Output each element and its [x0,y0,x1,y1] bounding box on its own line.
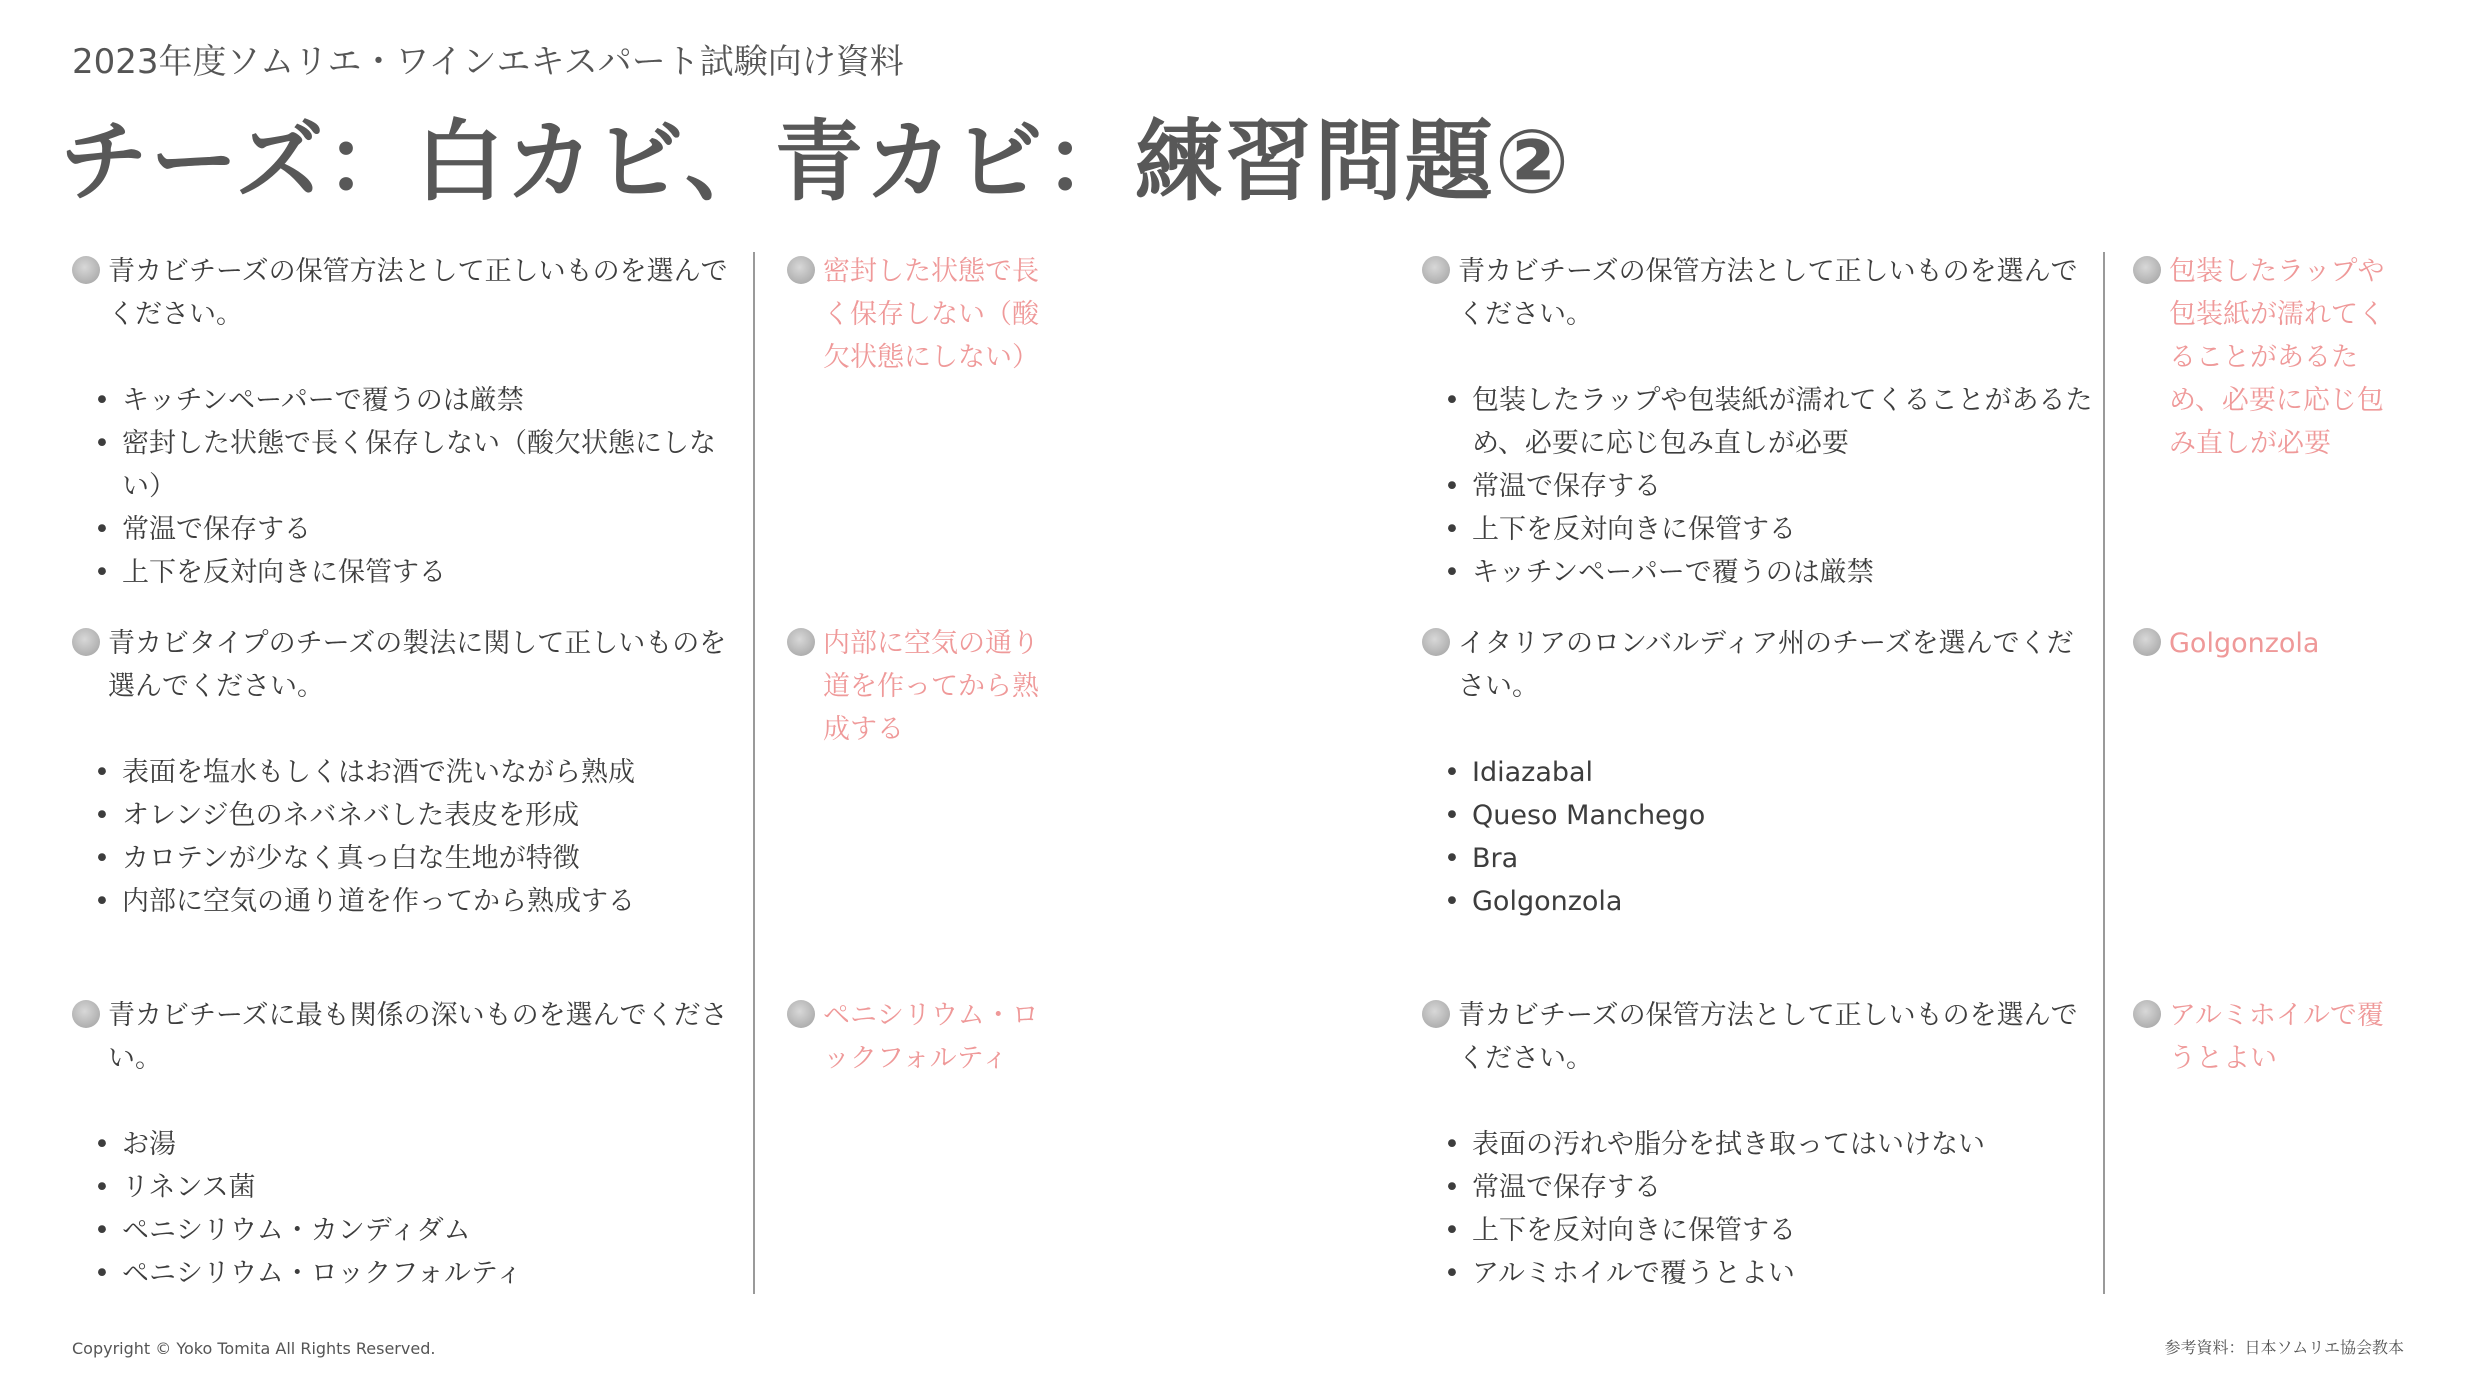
answer-block-2 [787,622,1049,751]
options-list [72,379,744,594]
option-item: • 常温で保存する [94,508,744,551]
bullet-circle-icon [72,628,100,656]
answer-heading [787,250,1049,379]
answer-text: 密封した状態で長く保存しない（酸欠状態にしない） [823,256,1039,373]
option-item: • カロテンが少なく真っ白な生地が特徴 [94,837,744,880]
option-item: • リネンス菌 [94,1166,744,1209]
question-text: 青カビチーズに最も関係の深いものを選んでください。 [108,1000,728,1074]
answer-text: 内部に空気の通り道を作ってから熟成する [823,628,1039,745]
bullet-circle-icon [1422,628,1450,656]
answer-heading [787,994,1049,1080]
question-heading [1422,622,2094,708]
option-item: • Bra [1444,837,2094,880]
question-heading [72,994,744,1080]
option-item: • アルミホイルで覆うとよい [1444,1252,2094,1295]
question-text: 青カビチーズの保管方法として正しいものを選んでください。 [108,256,728,330]
option-item: • お湯 [94,1123,744,1166]
question-heading [1422,250,2094,336]
option-item: • Golgonzola [1444,880,2094,923]
option-item: • 表面を塩水もしくはお酒で洗いながら熟成 [94,751,744,794]
answer-text: ペニシリウム・ロックフォルティ [823,1000,1039,1074]
options-list [1422,751,2094,923]
bullet-circle-icon [2133,1000,2161,1028]
bullet-circle-icon [787,628,815,656]
options-list [1422,1123,2094,1295]
answer-text: Golgonzola [2169,628,2320,659]
bullet-circle-icon [72,1000,100,1028]
question-block-6 [1422,994,2094,1295]
option-item: • 包装したラップや包装紙が濡れてくることがあるため、必要に応じ包み直しが必要 [1444,379,2094,465]
question-text: 青カビタイプのチーズの製法に関して正しいものを選んでください。 [108,628,727,702]
option-item: • ペニシリウム・ロックフォルティ [94,1252,744,1295]
answer-block-5 [2133,622,2395,665]
column-divider [753,252,755,1294]
question-block-3 [72,994,744,1295]
options-list [72,1123,744,1295]
answer-block-6 [2133,994,2395,1080]
question-block-4 [1422,250,2094,594]
answer-block-4 [2133,250,2395,465]
question-block-5 [1422,622,2094,923]
bullet-circle-icon [787,1000,815,1028]
answer-heading [2133,994,2395,1080]
option-item: • ペニシリウム・カンディダム [94,1209,744,1252]
reference-text: 参考資料：日本ソムリエ協会教本 [2164,1338,2404,1357]
options-list [72,751,744,923]
option-item: • 上下を反対向きに保管する [1444,508,2094,551]
slide-title: チーズ：白カビ、青カビ：練習問題② [60,110,1572,213]
answer-heading [2133,250,2395,465]
question-heading [1422,994,2094,1080]
answer-text: アルミホイルで覆うとよい [2169,1000,2384,1074]
bullet-circle-icon [2133,628,2161,656]
option-item: • 上下を反対向きに保管する [94,551,744,594]
slide-subtitle: 2023年度ソムリエ・ワインエキスパート試験向け資料 [72,42,904,82]
question-heading [72,622,744,708]
option-item: • 表面の汚れや脂分を拭き取ってはいけない [1444,1123,2094,1166]
option-item: • オレンジ色のネバネバした表皮を形成 [94,794,744,837]
column-divider [2103,252,2105,1294]
option-item: • Queso Manchego [1444,794,2094,837]
copyright-text: Copyright © Yoko Tomita All Rights Reserved. [72,1339,436,1358]
question-block-1 [72,250,744,594]
bullet-circle-icon [787,256,815,284]
question-block-2 [72,622,744,923]
bullet-circle-icon [1422,1000,1450,1028]
option-item: • 上下を反対向きに保管する [1444,1209,2094,1252]
answer-heading [2133,622,2395,665]
bullet-circle-icon [2133,256,2161,284]
option-item: • 内部に空気の通り道を作ってから熟成する [94,880,744,923]
question-text: 青カビチーズの保管方法として正しいものを選んでください。 [1458,1000,2078,1074]
option-item: • 常温で保存する [1444,1166,2094,1209]
answer-text: 包装したラップや包装紙が濡れてくることがあるため、必要に応じ包み直しが必要 [2169,256,2385,459]
option-item: • 密封した状態で長く保存しない（酸欠状態にしない） [94,422,744,508]
question-text: 青カビチーズの保管方法として正しいものを選んでください。 [1458,256,2078,330]
answer-block-3 [787,994,1049,1080]
options-list [1422,379,2094,594]
bullet-circle-icon [1422,256,1450,284]
question-text: イタリアのロンバルディア州のチーズを選んでください。 [1458,628,2074,702]
bullet-circle-icon [72,256,100,284]
question-heading [72,250,744,336]
option-item: • 常温で保存する [1444,465,2094,508]
option-item: • キッチンペーパーで覆うのは厳禁 [1444,551,2094,594]
option-item: • Idiazabal [1444,751,2094,794]
answer-block-1 [787,250,1049,379]
option-item: • キッチンペーパーで覆うのは厳禁 [94,379,744,422]
answer-heading [787,622,1049,751]
